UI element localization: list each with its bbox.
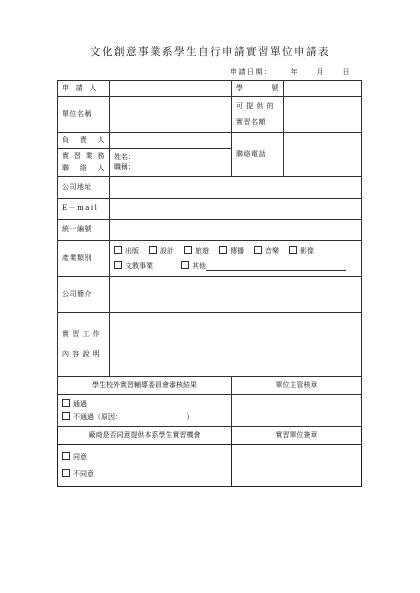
date-month: 月 (316, 68, 325, 76)
unit-name-field[interactable] (110, 97, 232, 133)
company-seal-field[interactable] (232, 445, 362, 487)
committee-review-header: 學生校外實習輔導委員會審核結果 (58, 377, 232, 395)
student-id-label: 學 號 (232, 81, 284, 97)
student-id-field[interactable] (284, 81, 362, 97)
checkbox-icon (184, 246, 192, 254)
applicant-field[interactable] (110, 81, 232, 97)
email-field[interactable] (110, 199, 362, 220)
checkbox-icon (114, 261, 122, 269)
industry-label: 產業類別 (58, 241, 110, 277)
date-label: 申請日期： (230, 68, 273, 76)
checkbox-icon (62, 452, 70, 460)
application-date (230, 67, 370, 77)
industry-option-video[interactable]: 影像 (289, 246, 314, 256)
tax-id-field[interactable] (110, 220, 362, 241)
date-year: 年 (290, 68, 299, 76)
job-description-label: 實 習 工 作 內 容 說 明 (58, 313, 110, 377)
industry-option-publishing[interactable]: 出版 (114, 246, 139, 256)
industry-option-travel[interactable]: 旅遊 (184, 246, 209, 256)
phone-label: 聯絡電話 (232, 133, 284, 177)
manager-field[interactable] (110, 133, 232, 149)
address-label: 公司地址 (58, 177, 110, 199)
tax-id-label: 統一編號 (58, 220, 110, 241)
company-profile-field[interactable] (110, 277, 362, 313)
industry-options (110, 241, 362, 277)
contact-field[interactable] (110, 149, 232, 177)
form-title: 文化創意事業系學生自行申請實習單位申請表 (90, 46, 330, 58)
quota-label: 可 提 供 的 實習名額 (232, 97, 284, 133)
quota-field[interactable] (284, 97, 362, 133)
checkbox-icon (114, 246, 122, 254)
applicant-label: 申 請 人 (58, 81, 110, 97)
company-consent-header: 廠商是否同意提供本系學生實習機會 (58, 427, 232, 445)
other-underline (206, 263, 346, 271)
contact-label: 實 習 業 務 聯 絡 人 (58, 149, 110, 177)
application-form-table (57, 80, 362, 487)
supervisor-seal-header: 單位主管核章 (232, 377, 362, 395)
checkbox-icon (149, 246, 157, 254)
address-field[interactable] (110, 177, 362, 199)
checkbox-icon (181, 261, 189, 269)
review-approve-option[interactable]: 通過 (62, 399, 227, 409)
industry-option-education[interactable]: 文教事業 (114, 261, 153, 271)
checkbox-icon (254, 246, 262, 254)
job-description-field[interactable] (110, 313, 362, 377)
supervisor-seal-field[interactable] (232, 395, 362, 427)
consent-disagree-option[interactable]: 不同意 (62, 469, 227, 479)
company-consent-body (58, 445, 232, 487)
checkbox-icon (62, 469, 70, 477)
company-profile-label: 公司簡介 (58, 277, 110, 313)
contact-title-label: 職稱： (114, 162, 135, 171)
manager-label: 負 責 人 (58, 133, 110, 149)
checkbox-icon (289, 246, 297, 254)
review-reject-option[interactable]: 不通過（原因： ） (62, 412, 227, 422)
checkbox-icon (219, 246, 227, 254)
industry-option-media[interactable]: 傳播 (219, 246, 244, 256)
contact-name-label: 姓名： (114, 153, 135, 162)
industry-option-music[interactable]: 音樂 (254, 246, 279, 256)
committee-review-body (58, 395, 232, 427)
checkbox-icon (62, 412, 70, 420)
date-day: 日 (342, 68, 351, 76)
email-label: E－mail (58, 199, 110, 220)
industry-option-other[interactable]: 其他 (181, 261, 346, 271)
unit-name-label: 單位名稱 (58, 97, 110, 133)
phone-field[interactable] (284, 133, 362, 177)
checkbox-icon (62, 399, 70, 407)
industry-option-design[interactable]: 設計 (149, 246, 174, 256)
consent-agree-option[interactable]: 同意 (62, 452, 227, 462)
company-seal-header: 實習單位簽章 (232, 427, 362, 445)
